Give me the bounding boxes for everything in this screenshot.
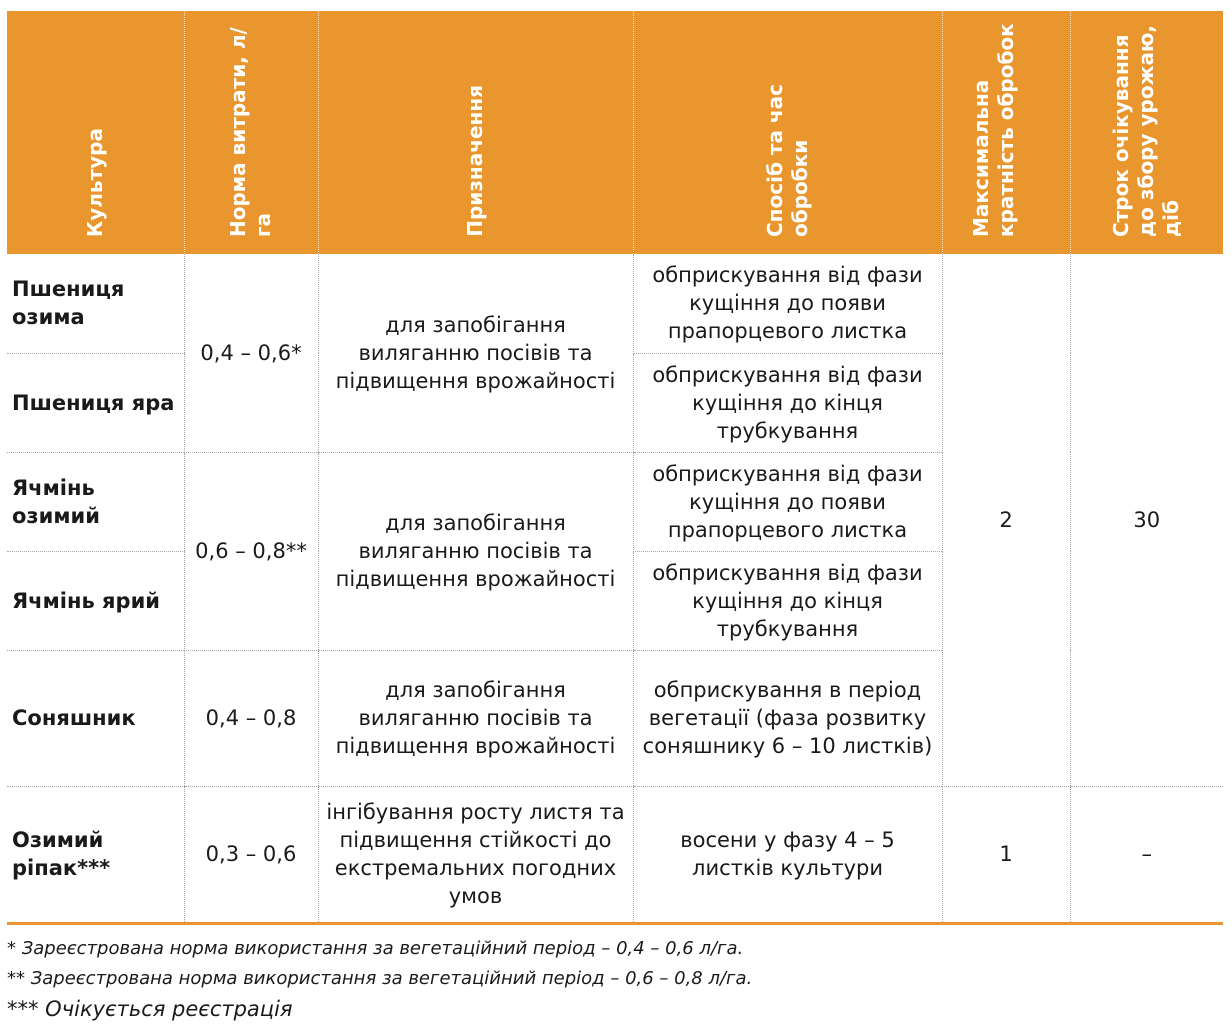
footnote-3: *** Очікується реєстрація (7, 997, 293, 1021)
footnote-1: * Зареєстрована норма використання за вегетаційний період – 0,4 – 0,6 л/га. (7, 938, 744, 959)
waiting-period-cell: 30 (1070, 254, 1223, 786)
crop-cell: Пшениця озима (7, 254, 184, 353)
header-purpose (318, 11, 633, 254)
method-cell: обприскування в період вегетації (фаза розвитку соняшнику 6 – 10 листків) (633, 650, 942, 786)
rate-cell: 0,6 – 0,8** (184, 452, 318, 650)
header-method-label: Спосіб та час обробки (762, 83, 812, 237)
header-row (7, 11, 1223, 254)
header-max-treatments-label: Максимальна кратність обробок (968, 23, 1018, 237)
header-purpose-label: Призначення (463, 85, 487, 237)
crop-cell: Ячмінь озимий (7, 452, 184, 551)
footnote-2: ** Зареєстрована норма використання за вегетаційний період – 0,6 – 0,8 л/га. (7, 968, 753, 989)
method-cell: обприскування від фази кущіння до кінця трубкування (633, 353, 942, 452)
header-rate (184, 11, 318, 254)
header-waiting-period (1070, 11, 1223, 254)
method-cell: обприскування від фази кущіння до появи прапорцевого листка (633, 254, 942, 353)
header-crop (7, 11, 184, 254)
method-cell: обприскування від фази кущіння до появи прапорцевого листка (633, 452, 942, 551)
crop-cell: Пшениця яра (7, 353, 184, 452)
max-treatments-cell: 1 (942, 786, 1070, 923)
crop-cell: Соняшник (7, 650, 184, 786)
table-row (7, 786, 1223, 923)
crop-cell: Озимий ріпак*** (7, 786, 184, 923)
header-crop-label: Культура (82, 127, 107, 237)
table-row (7, 254, 1223, 353)
max-treatments-cell: 2 (942, 254, 1070, 786)
rate-cell: 0,3 – 0,6 (184, 786, 318, 923)
header-waiting-period-label: Строк очікування до збору урожаю, діб (1109, 24, 1184, 237)
method-cell: восени у фазу 4 – 5 листків культури (633, 786, 942, 923)
method-cell: обприскування від фази кущіння до кінця трубкування (633, 551, 942, 650)
crop-cell: Ячмінь ярий (7, 551, 184, 650)
header-method (633, 11, 942, 254)
purpose-cell: інгібування росту листя та підвищення стійкості до екстремальних погодних умов (318, 786, 633, 923)
waiting-period-cell: – (1070, 786, 1223, 923)
header-max-treatments (942, 11, 1070, 254)
footnotes (7, 934, 1223, 1024)
header-rate-label: Норма витрати, л/га (226, 27, 275, 237)
purpose-cell: для запобігання виляганню посівів та підвищення врожайності (318, 254, 633, 452)
rate-cell: 0,4 – 0,8 (184, 650, 318, 786)
rate-cell: 0,4 – 0,6* (184, 254, 318, 452)
purpose-cell: для запобігання виляганню посівів та підвищення врожайності (318, 650, 633, 786)
treatment-table (7, 11, 1223, 925)
purpose-cell: для запобігання виляганню посівів та підвищення врожайності (318, 452, 633, 650)
